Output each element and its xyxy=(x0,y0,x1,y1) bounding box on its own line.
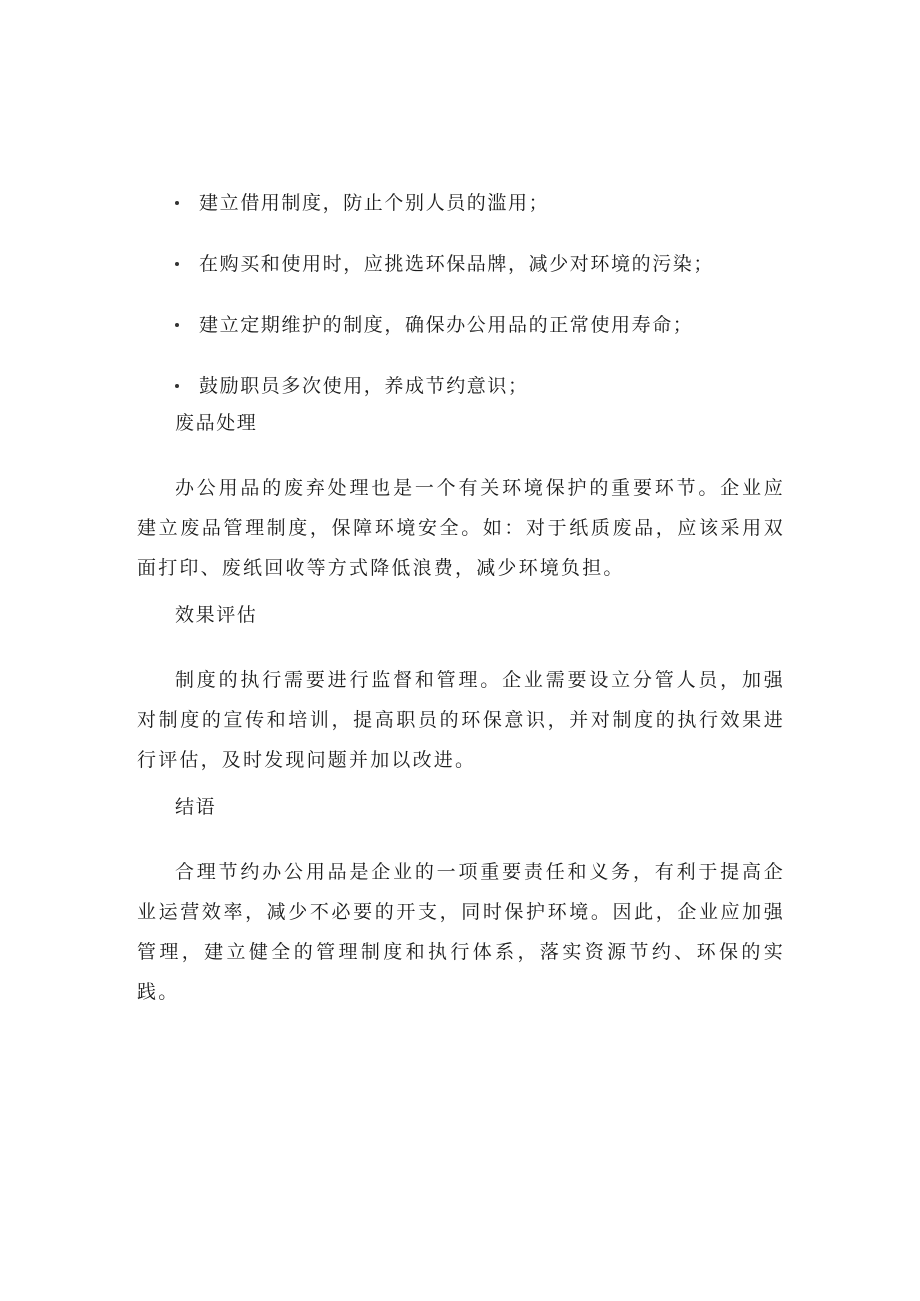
section-paragraph: 办公用品的废弃处理也是一个有关环境保护的重要环节。企业应建立废品管理制度，保障环境安全。如：对于纸质废品，应该采用双面打印、废纸回收等方式降低浪费，减少环境负担。 xyxy=(137,477,785,579)
list-item xyxy=(172,310,792,340)
section-heading: 效果评估 xyxy=(175,604,258,626)
section-waste-disposal xyxy=(137,408,785,588)
bullet-icon xyxy=(175,323,179,327)
section-paragraph: 合理节约办公用品是企业的一项重要责任和义务，有利于提高企业运营效率，减少不必要的开支，同时保护环境。因此，企业应加强管理，建立健全的管理制度和执行体系，落实资源节约、环保的实践。 xyxy=(137,861,785,1003)
list-item xyxy=(172,371,792,401)
bullet-icon xyxy=(175,201,179,205)
section-heading: 结语 xyxy=(175,796,217,818)
list-item-text: 在购买和使用时，应挑选环保品牌，减少对环境的污染； xyxy=(199,253,715,275)
bullet-icon xyxy=(175,384,179,388)
measures-list xyxy=(172,188,792,432)
section-paragraph: 制度的执行需要进行监督和管理。企业需要设立分管人员，加强对制度的宣传和培训，提高职员的环保意识，并对制度的执行效果进行评估，及时发现问题并加以改进。 xyxy=(137,669,785,771)
list-item xyxy=(172,188,792,218)
list-item xyxy=(172,249,792,279)
list-item-text: 鼓励职员多次使用，养成节约意识； xyxy=(199,375,529,397)
section-evaluation xyxy=(137,600,785,780)
list-item-text: 建立借用制度，防止个别人员的滥用； xyxy=(199,192,550,214)
list-item-text: 建立定期维护的制度，确保办公用品的正常使用寿命； xyxy=(199,314,694,336)
bullet-icon xyxy=(175,262,179,266)
section-conclusion xyxy=(137,792,785,1012)
section-heading: 废品处理 xyxy=(175,412,258,434)
